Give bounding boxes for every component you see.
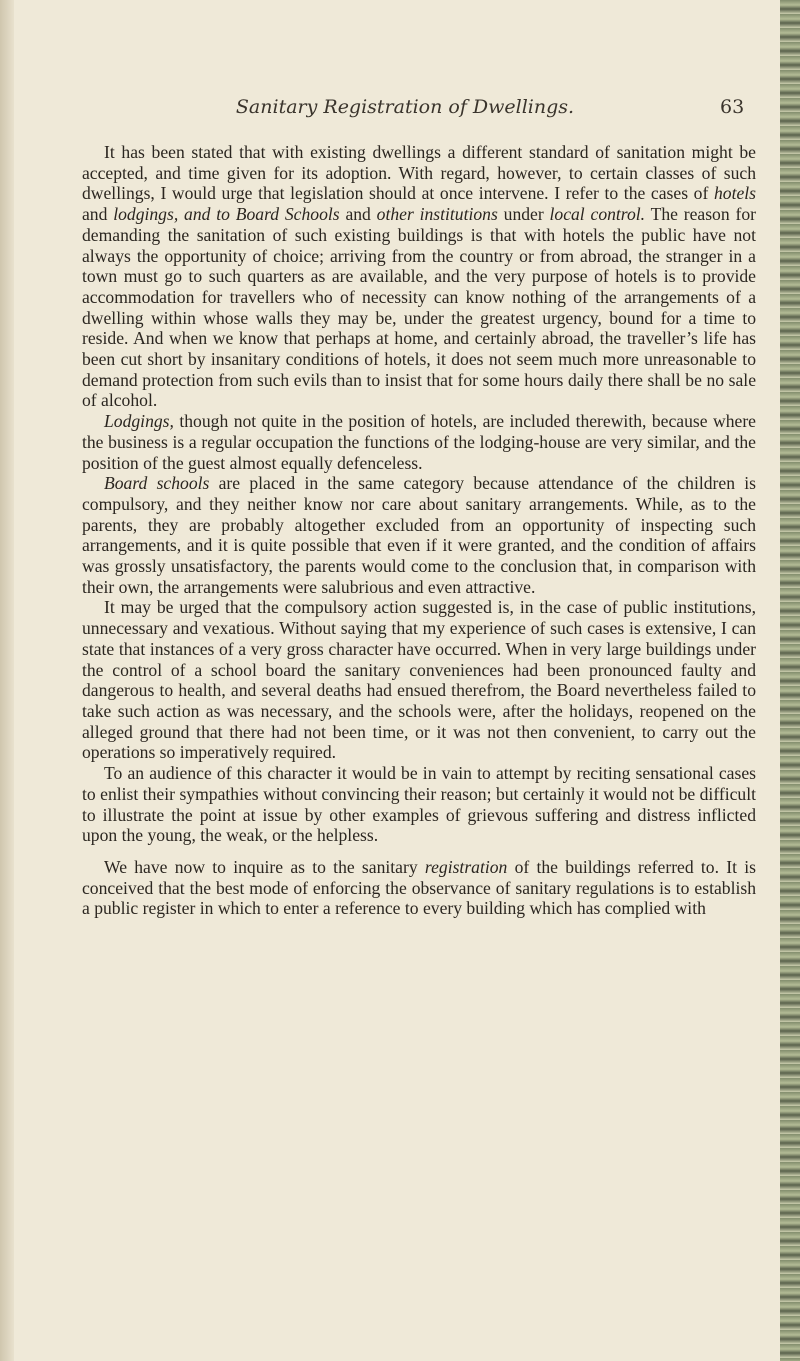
italic-run: hotels — [713, 183, 756, 204]
paragraph-registration — [82, 857, 756, 919]
text-run: under — [497, 204, 550, 225]
paragraph-audience — [82, 763, 756, 846]
text-run: The reason for demanding the sanitation of such existing buildings is that with hotels the public have not always the opportunity of choice; arriving from the country or from abroad, the stranger in a town must go to such quarters as are available, and the very purpose of hotels is to provide accommodation for travellers who of necessity can know nothing of the arrangements of a dwelling within whose walls they may be, under the greatest urgency, bound for a time to reside. And when we know that perhaps at home, and certainly abroad, the traveller’s life has been cut short by insanitary conditions of hotels, it does not seem much more unreasonable to demand protection from such evils than to insist that for some hours daily there shall be no sale of alcohol. — [82, 204, 756, 411]
text-run: though not quite in the position of hotels, are included therewith, because where the business is a regular occupation the functions of the lodging-house are very similar, and the position of the guest almost equally defenceless. — [82, 411, 756, 473]
italic-run: Board schools — [104, 473, 210, 494]
text-run: To an audience of this character it would be in vain to attempt by reciting sensational cases to enlist their sympathies without convincing their reason; but certainly it would not be difficult to illustrate the point at issue by other examples of grievous suffering and distress inflicted upon the young, the weak, or the helpless. — [82, 763, 756, 846]
italic-run: other institutions — [376, 204, 498, 225]
paragraph-hotels — [82, 142, 756, 411]
book-edge-binding — [780, 0, 800, 1361]
text-run: and — [82, 204, 114, 225]
paragraph-compulsory-action — [82, 597, 756, 763]
italic-run: lodgings, and to Board Schools — [113, 204, 340, 225]
paragraph-lodgings — [82, 411, 756, 473]
text-run: are placed in the same category because attendance of the children is compulsory, and they neither know nor care about sanitary arrangements. While, as to the parents, they are probably altogether excluded from an opportunity of inspecting such arrangements, and it is quite possible that even if it were granted, and the condition of affairs was grossly unsatisfactory, the parents would come to the conclusion that, in comparison with their own, the arrangements were salubrious and even attractive. — [82, 473, 756, 597]
body-text — [82, 142, 756, 919]
italic-run: registration — [424, 856, 508, 877]
text-run: and — [339, 204, 377, 225]
page-left-shadow — [0, 0, 14, 1361]
italic-run: local control. — [549, 204, 646, 225]
text-run: It has been stated that with existing dwellings a different standard of sanitation might be accepted, and time given for its adoption. With regard, however, to certain classes of such dwellings, I would urge that legislation should at once intervene. I refer to the cases of — [82, 142, 756, 204]
text-run: of the buildings referred to. It is conceived that the best mode of enforcing the observance of sanitary regulations is to establish a public register in which to enter a reference to every building which has complied with — [82, 856, 756, 919]
text-run: We have now to inquire as to the sanitary — [104, 856, 425, 877]
italic-run: Lodgings, — [104, 411, 174, 432]
page-number: 63 — [720, 96, 745, 118]
paragraph-board-schools — [82, 473, 756, 597]
text-run: It may be urged that the compulsory action suggested is, in the case of public institutions, unnecessary and vexatious. Without saying that my experience of such cases is extensive, I can state that instances of a very gross character have occurred. When in very large buildings under the control of a school board the sanitary conveniences had been pronounced faulty and dangerous to health, and several deaths had ensued therefrom, the Board nevertheless failed to take such action as was necessary, and the schools were, after the holidays, reopened on the alleged ground that there had not been time, or it was not then convenient, to carry out the operations so imperatively required. — [82, 597, 756, 763]
running-title: Sanitary Registration of Dwellings. — [235, 96, 575, 118]
